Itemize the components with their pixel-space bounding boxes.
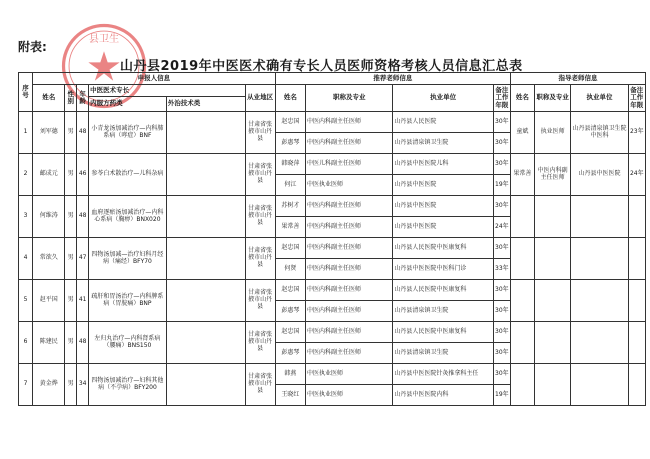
svg-text:县卫生: 县卫生 — [88, 34, 120, 46]
cell-guide-unit — [571, 196, 628, 238]
cell-rec-name: 赵忠国 — [275, 112, 305, 133]
header-guide-years: 备注工作年限 — [628, 85, 645, 112]
cell-guide-name — [511, 322, 535, 364]
cell-age: 46 — [77, 154, 89, 196]
cell-external — [166, 238, 245, 280]
cell-guide-years: 23年 — [628, 112, 645, 154]
header-practice-years: 备注工作年限 — [493, 85, 510, 112]
header-guide-title: 职称及专业 — [534, 85, 571, 112]
cell-rec-unit: 山丹县中医医院中医科门诊 — [393, 259, 493, 280]
cell-guide-title — [534, 322, 571, 364]
summary-table — [18, 72, 646, 406]
cell-rec-name: 苏树才 — [275, 196, 305, 217]
cell-rec-unit: 山丹县中医医院儿科 — [393, 154, 493, 175]
cell-gender: 男 — [65, 112, 77, 154]
cell-rec-years: 33年 — [493, 259, 510, 280]
header-name: 姓名 — [33, 85, 65, 112]
cell-region: 甘肃省张掖市山丹县 — [245, 196, 275, 238]
cell-age: 48 — [77, 322, 89, 364]
cell-guide-years: 24年 — [628, 154, 645, 196]
cell-guide-title — [534, 280, 571, 322]
cell-guide-unit: 山丹县清泉镇卫生院中医科 — [571, 112, 628, 154]
cell-rec-title: 中医内科副主任医师 — [306, 280, 393, 301]
cell-rec-unit: 山丹县清泉镇卫生院 — [393, 301, 493, 322]
cell-rec-name: 赵忠国 — [275, 322, 305, 343]
cell-rec-title: 中医儿科副主任医师 — [306, 154, 393, 175]
cell-seq: 5 — [19, 280, 33, 322]
cell-rec-years: 19年 — [493, 385, 510, 406]
cell-rec-name: 何江 — [275, 175, 305, 196]
header-age: 年龄 — [77, 85, 89, 112]
header-title-major: 职称及专业 — [306, 85, 393, 112]
cell-age: 48 — [77, 112, 89, 154]
cell-guide-unit — [571, 238, 628, 280]
cell-rec-years: 30年 — [493, 364, 510, 385]
header-region: 从业地区 — [245, 85, 275, 112]
cell-region: 甘肃省张掖市山丹县 — [245, 154, 275, 196]
cell-external — [166, 112, 245, 154]
cell-name: 刘军德 — [33, 112, 65, 154]
cell-external — [166, 196, 245, 238]
cell-seq: 2 — [19, 154, 33, 196]
cell-guide-name: 果常善 — [511, 154, 535, 196]
cell-age: 48 — [77, 196, 89, 238]
cell-rec-name: 赵忠国 — [275, 280, 305, 301]
cell-seq: 7 — [19, 364, 33, 406]
cell-rec-title: 中医执业医师 — [306, 385, 393, 406]
header-applicant-group: 申报人信息 — [33, 73, 276, 85]
cell-rec-name: 果常善 — [275, 217, 305, 238]
cell-name: 何维涛 — [33, 196, 65, 238]
cell-specialty: 四物汤加减治疗—妇科其他病（不孕病）BFY200 — [89, 364, 167, 406]
cell-gender: 男 — [65, 322, 77, 364]
cell-rec-years: 30年 — [493, 154, 510, 175]
header-recommend-group: 推荐老师信息 — [275, 73, 510, 85]
cell-age: 47 — [77, 238, 89, 280]
header-guide-group: 指导老师信息 — [511, 73, 646, 85]
cell-guide-years — [628, 196, 645, 238]
cell-external — [166, 280, 245, 322]
cell-rec-unit: 山丹县中医医院针灸推拿科主任 — [393, 364, 493, 385]
cell-region: 甘肃省张掖市山丹县 — [245, 280, 275, 322]
cell-external — [166, 322, 245, 364]
header-specialty-group: 中医医术专长 — [89, 85, 245, 97]
cell-rec-name: 赵忠国 — [275, 238, 305, 259]
header-rec-name: 姓名 — [275, 85, 305, 112]
cell-rec-unit: 山丹县清泉镇卫生院 — [393, 133, 493, 154]
cell-rec-years: 30年 — [493, 343, 510, 364]
cell-seq: 3 — [19, 196, 33, 238]
cell-rec-years: 30年 — [493, 133, 510, 154]
cell-external — [166, 154, 245, 196]
cell-rec-years: 24年 — [493, 217, 510, 238]
cell-name: 邮成元 — [33, 154, 65, 196]
cell-specialty: 四物汤加减—治疗妇科月经病（痛经）BFY70 — [89, 238, 167, 280]
cell-rec-name: 彭惠琴 — [275, 133, 305, 154]
cell-guide-name: 童斌 — [511, 112, 535, 154]
cell-rec-title: 中医内科副主任医师 — [306, 343, 393, 364]
cell-rec-years: 30年 — [493, 196, 510, 217]
table-row — [19, 322, 646, 343]
cell-specialty: 左归丸治疗—内科肾系病（腰痛）BNS150 — [89, 322, 167, 364]
cell-gender: 男 — [65, 154, 77, 196]
cell-specialty: 小青龙汤加减治疗—内科肺系病（哮症）BNF — [89, 112, 167, 154]
cell-rec-title: 中医执业医师 — [306, 364, 393, 385]
cell-rec-name: 王晓红 — [275, 385, 305, 406]
cell-rec-unit: 山丹县人民医院 — [393, 112, 493, 133]
cell-age: 34 — [77, 364, 89, 406]
cell-rec-years: 30年 — [493, 322, 510, 343]
cell-rec-title: 中医内科副主任医师 — [306, 196, 393, 217]
cell-rec-unit: 山丹县人民医院中医康复科 — [393, 238, 493, 259]
cell-rec-name: 韩燕 — [275, 364, 305, 385]
cell-guide-unit: 山丹县中医医院 — [571, 154, 628, 196]
cell-gender: 男 — [65, 280, 77, 322]
cell-gender: 男 — [65, 196, 77, 238]
cell-rec-title: 中医内科副主任医师 — [306, 217, 393, 238]
cell-guide-name — [511, 280, 535, 322]
cell-rec-years: 30年 — [493, 280, 510, 301]
cell-age: 41 — [77, 280, 89, 322]
header-gender: 性别 — [65, 85, 77, 112]
cell-rec-name: 彭惠琴 — [275, 301, 305, 322]
table-row — [19, 196, 646, 217]
cell-guide-unit — [571, 280, 628, 322]
cell-name: 赵平国 — [33, 280, 65, 322]
cell-guide-name — [511, 364, 535, 406]
cell-gender: 男 — [65, 364, 77, 406]
cell-rec-unit: 山丹县中医医院 — [393, 217, 493, 238]
cell-rec-title: 中医内科副主任医师 — [306, 133, 393, 154]
cell-guide-years — [628, 280, 645, 322]
header-guide-name: 姓名 — [511, 85, 535, 112]
header-seq: 序号 — [19, 73, 33, 112]
cell-specialty: 血府逐瘀汤加减治疗—内科心系病（胸痹）BNX020 — [89, 196, 167, 238]
header-content-scope: 内服方药类 — [89, 97, 167, 112]
cell-rec-years: 30年 — [493, 112, 510, 133]
cell-rec-title: 中医执业医师 — [306, 175, 393, 196]
cell-name: 黄金烨 — [33, 364, 65, 406]
cell-rec-unit: 山丹县清泉镇卫生院 — [393, 343, 493, 364]
cell-rec-title: 中医内科副主任医师 — [306, 112, 393, 133]
cell-guide-unit — [571, 322, 628, 364]
cell-gender: 男 — [65, 238, 77, 280]
header-practice-unit: 执业单位 — [393, 85, 493, 112]
cell-seq: 6 — [19, 322, 33, 364]
cell-rec-title: 中医内科副主任医师 — [306, 322, 393, 343]
cell-rec-title: 中医内科副主任医师 — [306, 259, 393, 280]
cell-guide-title: 执业医师 — [534, 112, 571, 154]
cell-guide-title: 中医内科副主任医师 — [534, 154, 571, 196]
cell-specialty: 参苓白术散治疗—儿科杂病 — [89, 154, 167, 196]
cell-guide-years — [628, 322, 645, 364]
cell-rec-unit: 山丹县中医医院 — [393, 175, 493, 196]
table-row — [19, 154, 646, 175]
header-guide-unit: 执业单位 — [571, 85, 628, 112]
cell-rec-name: 何贤 — [275, 259, 305, 280]
cell-name: 常欲久 — [33, 238, 65, 280]
cell-seq: 1 — [19, 112, 33, 154]
cell-rec-title: 中医内科副主任医师 — [306, 301, 393, 322]
cell-rec-name: 韩晓萍 — [275, 154, 305, 175]
cell-guide-title — [534, 238, 571, 280]
cell-external — [166, 364, 245, 406]
cell-guide-unit — [571, 364, 628, 406]
page-title: 山丹县2019年中医医术确有专长人员医师资格考核人员信息汇总表 — [120, 59, 523, 74]
cell-name: 陈建民 — [33, 322, 65, 364]
table-row — [19, 112, 646, 133]
cell-region: 甘肃省张掖市山丹县 — [245, 238, 275, 280]
cell-rec-name: 彭惠琴 — [275, 343, 305, 364]
cell-specialty: 疏肝和胃汤治疗—内科脾系病（胃脘痛）BNP — [89, 280, 167, 322]
attachment-label: 附表: — [18, 40, 47, 54]
cell-region: 甘肃省张掖市山丹县 — [245, 364, 275, 406]
cell-rec-years: 19年 — [493, 175, 510, 196]
cell-rec-years: 30年 — [493, 301, 510, 322]
cell-rec-title: 中医内科副主任医师 — [306, 238, 393, 259]
table-row — [19, 280, 646, 301]
cell-rec-unit: 山丹县人民医院中医康复科 — [393, 322, 493, 343]
cell-guide-years — [628, 364, 645, 406]
cell-rec-unit: 山丹县人民医院中医康复科 — [393, 280, 493, 301]
cell-rec-years: 30年 — [493, 238, 510, 259]
cell-guide-name — [511, 196, 535, 238]
cell-guide-title — [534, 196, 571, 238]
cell-region: 甘肃省张掖市山丹县 — [245, 322, 275, 364]
cell-rec-unit: 山丹县中医医院 — [393, 196, 493, 217]
cell-guide-years — [628, 238, 645, 280]
cell-seq: 4 — [19, 238, 33, 280]
cell-region: 甘肃省张掖市山丹县 — [245, 112, 275, 154]
table-row — [19, 238, 646, 259]
cell-rec-unit: 山丹县中医医院内科 — [393, 385, 493, 406]
cell-guide-name — [511, 238, 535, 280]
table-row — [19, 364, 646, 385]
cell-guide-title — [534, 364, 571, 406]
header-external: 外治技术类 — [166, 97, 245, 112]
